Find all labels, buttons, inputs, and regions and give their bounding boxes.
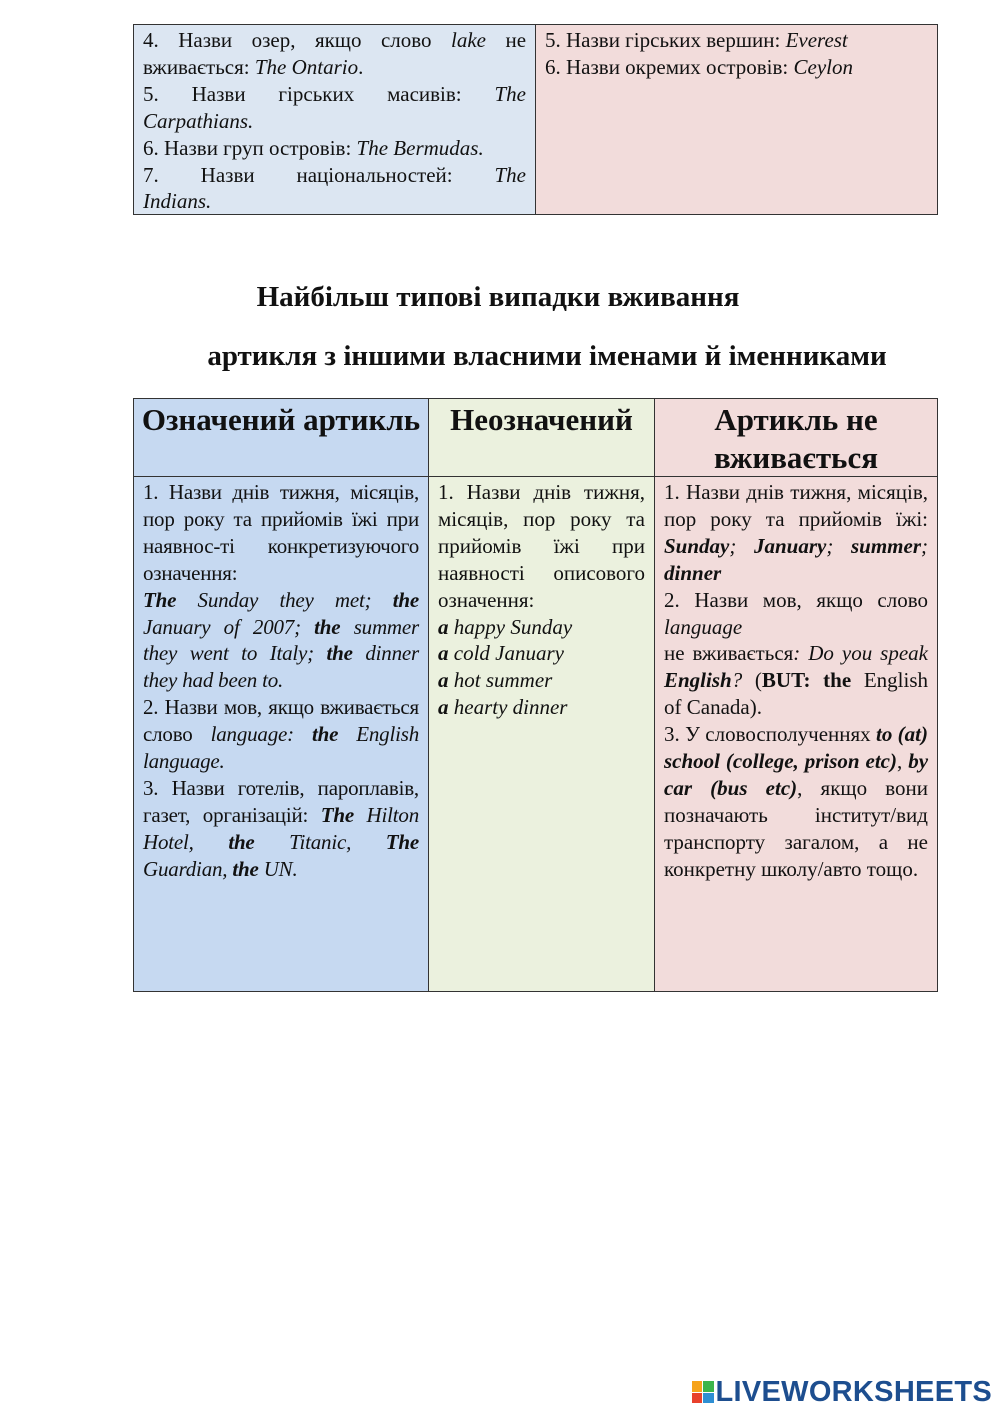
top-table-right-cell <box>535 24 938 215</box>
mountain-peak-rule: 5. Назви гірських вершин: Everest <box>545 28 848 52</box>
indefinite-rule-1: 1. Назви днів тижня, місяців, пор року та прийомів їжі при наявності описового означення: <box>438 480 645 612</box>
logo-square-red <box>692 1393 703 1404</box>
liveworksheets-logo <box>692 1374 993 1410</box>
section-title-line2: артикля з іншими власними іменами й іменниками <box>207 340 887 372</box>
indefinite-example-2: a cold January <box>438 641 564 666</box>
header-indefinite-article: Неозначений <box>428 398 655 477</box>
section-title-line1: Найбільш типові випадки вживання <box>256 281 740 313</box>
no-article-rule-2: 2. Назви мов, якщо слово language не вживається: Do you speak English? (BUT: the English of Canada). <box>664 587 929 720</box>
header-definite-article: Означений артикль <box>133 398 429 477</box>
definite-rule-3: 3. Назви готелів, пароплавів, газет, організацій: The Hilton Hotel, the Titanic, The Guardian, the UN. <box>143 775 419 881</box>
single-island-rule: 6. Назви окремих островів: Ceylon <box>545 54 853 79</box>
liveworksheets-mark-icon <box>692 1381 714 1403</box>
logo-square-orange <box>692 1381 703 1392</box>
header-no-article: Артикль не вживається <box>654 398 938 477</box>
lake-rule-line2: вживається: The Ontario. <box>143 54 364 79</box>
indefinite-example-1: a happy Sunday <box>438 614 573 639</box>
lake-rule-line1: 4. Назви озер, якщо слово lake не <box>143 28 527 52</box>
definite-rule-2: 2. Назви мов, якщо вживається слово language: the English language. <box>143 695 420 774</box>
indefinite-article-cell <box>428 476 655 992</box>
nationality-rule-line1: 7. Назви національностей: The <box>143 162 526 187</box>
definite-rule-1: 1. Назви днів тижня, місяців, пор року та прийомів їжі при наявнос-ті конкретизуючого означення: The Sunday they met; the January of 2007; the summer they went to Italy; the dinner they had been to. <box>143 480 419 693</box>
liveworksheets-wordmark: LIVEWORKSHEETS <box>715 1375 992 1408</box>
no-article-rule-3: 3. У словосполученнях to (at) school (college, prison etc), by car (bus etc), якщо вони позначають інститут/вид транспорту загалом, а не конкретну школу/авто тощо. <box>664 722 929 881</box>
no-article-rule-1: 1. Назви днів тижня, місяців, пор року та прийомів їжі: Sunday; January; summer; dinner <box>664 480 929 585</box>
mountain-range-rule-line2: Carpathians. <box>143 108 254 133</box>
logo-square-blue <box>703 1393 714 1404</box>
logo-square-green <box>703 1381 714 1392</box>
nationality-rule-line2: Indians. <box>143 189 212 214</box>
no-article-cell <box>654 476 938 992</box>
indefinite-example-3: a hot summer <box>438 668 553 693</box>
indefinite-example-4: a hearty dinner <box>438 695 568 720</box>
definite-article-cell <box>133 476 429 992</box>
top-table-left-cell <box>133 24 536 215</box>
island-group-rule: 6. Назви груп островів: The Bermudas. <box>143 135 484 160</box>
mountain-range-rule-line1: 5. Назви гірських масивів: The <box>143 81 526 106</box>
